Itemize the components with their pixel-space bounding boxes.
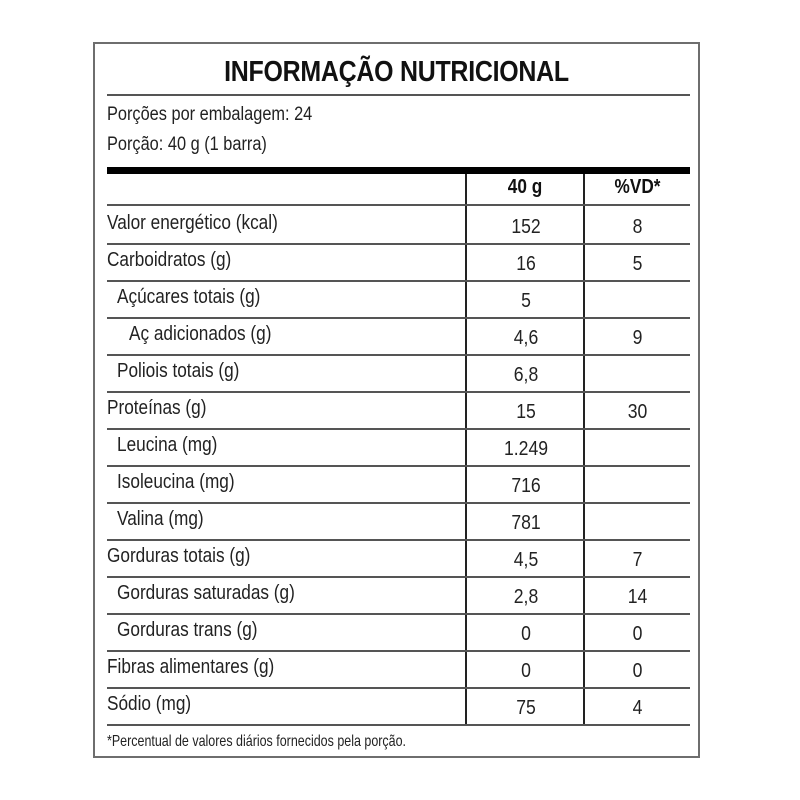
table-row: [107, 687, 690, 724]
nutrient-daily-value: 7: [632, 549, 643, 571]
nutrient-amount: 6,8: [513, 364, 539, 386]
nutrient-name: Proteínas (g): [107, 397, 207, 419]
nutrient-amount: 4,6: [513, 327, 539, 349]
table-row: [107, 428, 690, 465]
table-row: [107, 280, 690, 317]
nutrient-amount: 0: [521, 623, 531, 645]
nutrient-daily-value: 9: [632, 327, 643, 349]
nutrient-daily-value: 30: [627, 401, 648, 423]
table-row: [107, 465, 690, 502]
table-row: [107, 243, 690, 280]
table-row: [107, 650, 690, 687]
nutrient-amount: 716: [511, 475, 541, 497]
nutrient-name: Fibras alimentares (g): [107, 656, 275, 678]
nutrient-name: Leucina (mg): [117, 434, 218, 456]
nutrient-amount: 0: [521, 660, 531, 682]
nutrient-daily-value: 14: [627, 586, 648, 608]
table-row: [107, 502, 690, 539]
nutrient-amount: 2,8: [513, 586, 539, 608]
table-row: [107, 539, 690, 576]
nutrient-name: Carboidratos (g): [107, 249, 232, 271]
nutrient-amount: 152: [511, 216, 541, 238]
nutrient-daily-value: 0: [632, 623, 643, 645]
nutrient-name: Poliois totais (g): [117, 360, 240, 382]
serving-size: Porção: 40 g (1 barra): [107, 134, 267, 155]
nutrient-amount: 5: [521, 290, 531, 312]
table-row: [107, 354, 690, 391]
nutrient-amount: 16: [516, 253, 536, 275]
nutrient-name: Aç adicionados (g): [129, 323, 272, 345]
thick-divider: [107, 167, 690, 174]
servings-per-package: Porções por embalagem: 24: [107, 104, 313, 125]
nutrient-name: Valor energético (kcal): [107, 212, 278, 234]
footnote: *Percentual de valores diários fornecidos pela porção.: [107, 733, 407, 750]
table-row: [107, 317, 690, 354]
nutrient-amount: 4,5: [513, 549, 539, 571]
column-header-dv: %VD*: [614, 176, 661, 198]
nutrient-name: Açúcares totais (g): [117, 286, 261, 308]
nutrient-name: Valina (mg): [117, 508, 204, 530]
nutrient-name: Isoleucina (mg): [117, 471, 235, 493]
nutrient-amount: 75: [516, 697, 536, 719]
nutrient-daily-value: 5: [632, 253, 643, 275]
table-row: [107, 206, 690, 243]
row-divider: [107, 724, 690, 726]
nutrient-daily-value: 0: [632, 660, 643, 682]
nutrient-amount: 1.249: [503, 438, 549, 460]
nutrient-name: Gorduras totais (g): [107, 545, 251, 567]
column-header-amount: 40 g: [507, 176, 543, 198]
table-row: [107, 391, 690, 428]
nutrient-amount: 781: [511, 512, 541, 534]
nutrient-daily-value: 4: [632, 697, 643, 719]
nutrient-amount: 15: [516, 401, 536, 423]
title-divider: [107, 94, 690, 96]
nutrient-name: Sódio (mg): [107, 693, 192, 715]
label-title: INFORMAÇÃO NUTRICIONAL: [224, 56, 569, 88]
nutrient-daily-value: 8: [632, 216, 643, 238]
nutrient-name: Gorduras saturadas (g): [117, 582, 295, 604]
nutrient-name: Gorduras trans (g): [117, 619, 258, 641]
table-row: [107, 613, 690, 650]
table-row: [107, 576, 690, 613]
nutrition-facts-panel: [93, 42, 700, 758]
